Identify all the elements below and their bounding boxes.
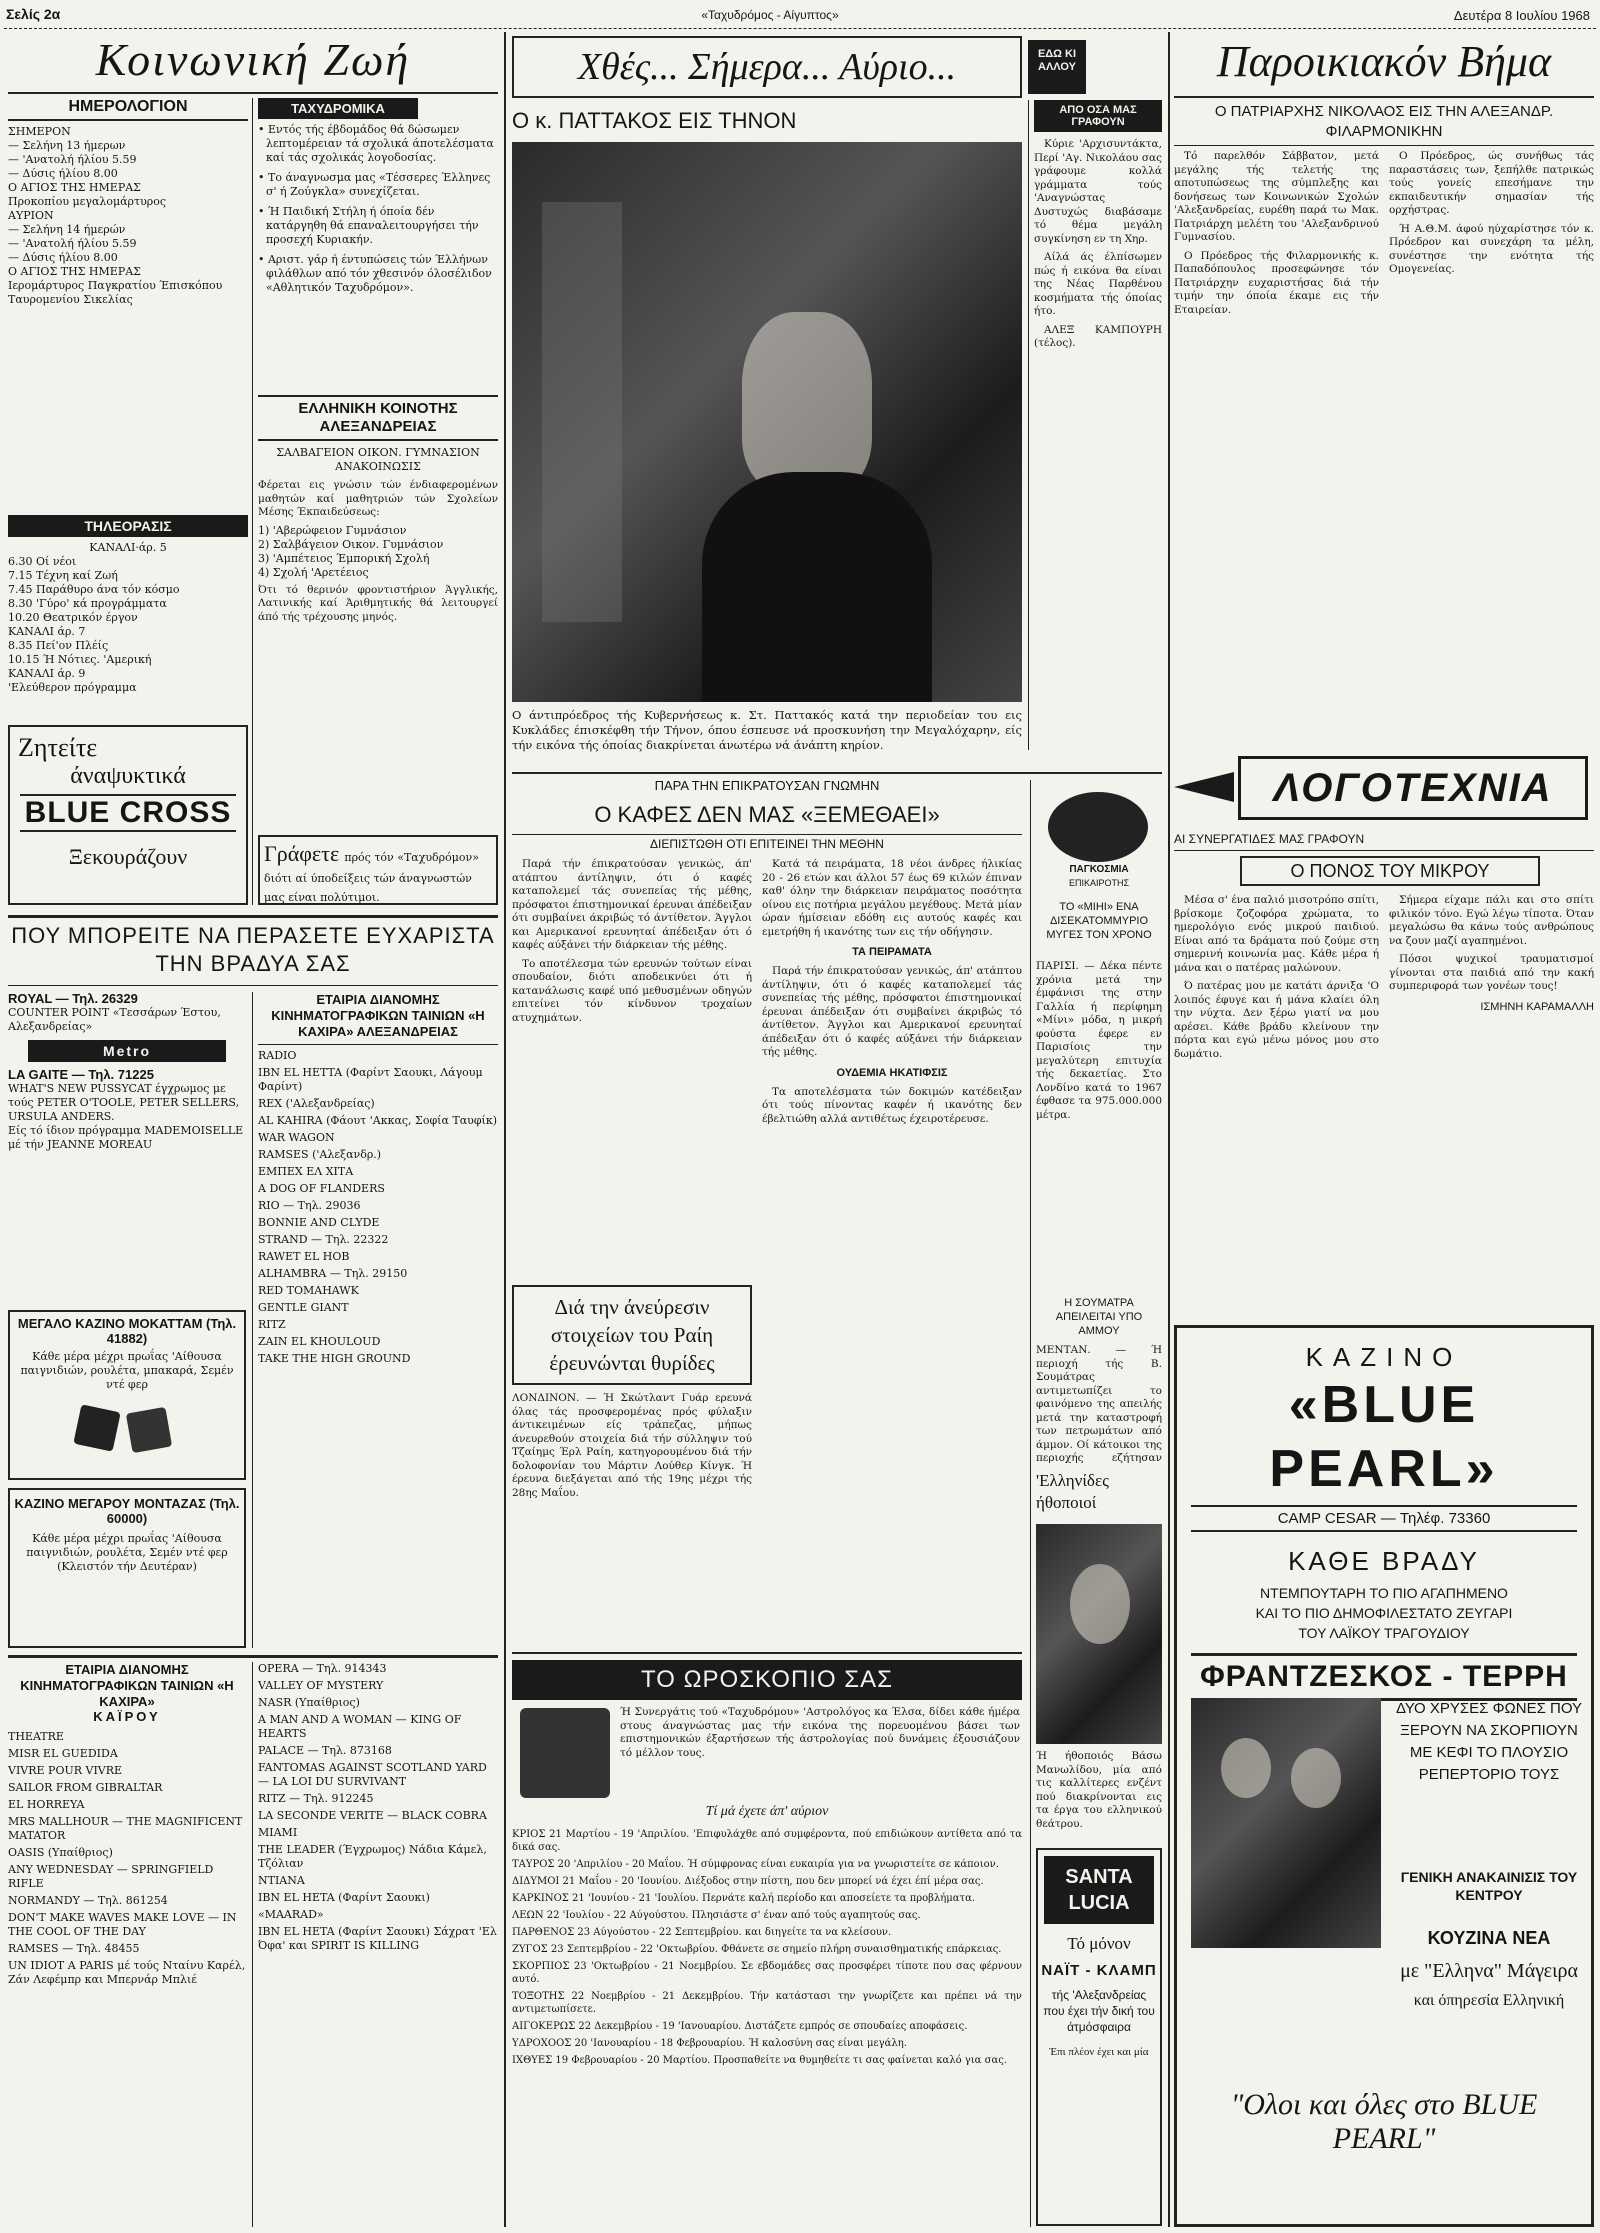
letters-text — [1034, 138, 1162, 351]
listing-item: IBN EL HETA (Φαρίντ Σαουκι) Σάχρατ 'Ελ Όφα' και SPIRIT IS KILLING — [258, 1925, 497, 1952]
world-logo — [1036, 786, 1162, 896]
santa-line3: τής 'Αλεξανδρείας που έχει τήν δική του άτμόσφαιρα — [1043, 1988, 1155, 2034]
divider — [252, 98, 253, 905]
listing-item: COUNTER POINT «Τεσσάρων Έστου, Αλεξανδρείας» — [8, 1006, 221, 1033]
tv-item: 7.45 Παράθυρο άνα τόν κόσμο — [8, 583, 180, 596]
santa-line1: Τό μόνον — [1067, 1934, 1131, 1953]
literature-p1: Μέσα σ' ένα παλιό μισοτρόπο σπίτι, βρίσκομε ζοζοφόρα χρώματα, το ημερολόγιο ενός μικρού παιδιού. Είναι από τα δράματα πού ζούμε στη σημερινή κοινωνία μας. Κάθε μέρα ή μάνα και ο πατέρας μαλώνουν. — [1174, 894, 1379, 974]
ad-brand: BLUE CROSS — [20, 794, 236, 832]
divider — [252, 992, 253, 1648]
literature-author: ΙΣΜΗΝΗ ΚΑΡΑΜΑΛΛΗ — [1480, 1000, 1594, 1013]
patriarch-col1 — [1174, 150, 1379, 740]
listing-item: STRAND — Τηλ. 22322 — [258, 1233, 389, 1246]
astrologer-photo — [520, 1708, 610, 1798]
listing-item: RITZ — [258, 1318, 286, 1331]
post-heading: ΤΑΧΥΔΡΟΜΙΚΑ — [258, 98, 418, 119]
cairo-left — [8, 1662, 246, 2227]
listing-item: UN IDIOT A PARIS μέ τούς Νταίνυ Καρέλ, Ζάν Λεφέμπρ και Μπερνάρ Μπλιέ — [8, 1959, 246, 1986]
cafe-p1: Παρά τήν έπικρατούσαν γενικώς, άπ' ατάπτου άντίληψιν, ότι ό καφές καταπολεμεί τάς συνεπείας τής μέθης, πρόσφατοι έπιστημονικαί έρευναι άπέδειξαν ότι συμβαίνει άκριβώς τό άντίθετον. Άγγλοι και Αμερικανοί ερευνηταί άπέδειξαν ότι ό καφές αύξάνει τήν διάρκειαν τής μέθης. — [512, 858, 752, 951]
community-title: ΕΛΛΗΝΙΚΗ ΚΟΙΝΟΤΗΣ ΑΛΕΞΑΝΔΡΕΙΑΣ — [258, 395, 498, 441]
listing-item: WAR WAGON — [258, 1131, 335, 1144]
listing-item: WHAT'S NEW PUSSYCAT έγχρωμος με τούς PETER O'TOOLE, PETER SELLERS, URSULA ANDERS. — [8, 1082, 240, 1123]
ad-cool: Ξεκουράζουν — [68, 844, 188, 869]
listing-item: MRS MALLHOUR — THE MAGNIFICENT MATATOR — [8, 1815, 243, 1842]
cairo-right — [258, 1662, 498, 2227]
listing-item: OASIS (Υπαίθριος) — [8, 1846, 113, 1859]
listing-item: NASR (Υπαίθριος) — [258, 1696, 360, 1709]
issue-date: Δευτέρα 8 Ιουλίου 1968 — [1453, 8, 1590, 23]
calendar-list — [8, 125, 248, 307]
blue-pearl-name: «BLUE PEARL» — [1269, 1376, 1499, 1498]
raft-text: ΛΟΝΔΙΝΟΝ. — Ή Σκώτλαντ Γυάρ ερευνά όλας τάς προσφερομένας πρός φύλαξιν άντικειμένων είς τράπεζας, μήπως άνευρεθούν στοιχεία διά τήν σύλληψιν τού Τζαίημς Έρλ Ραίη, κατηγορουμένου διά τήν δολοφονίαν του Μάρτιν Λούθερ Κίνγκ. Ή έρευνα διεξάγεται από τής 19ης μέχρι τής 28ης Μαΐου. — [512, 1392, 752, 1499]
blue-pearl-duo: ΦΡΑΝΤΖΕΣΚΟΣ - ΤΕΡΡΗ — [1191, 1653, 1577, 1701]
letter-paragraph: Κύριε 'Αρχισυντάκτα, Περί 'Αγ. Νικολάου σας γράφουμε κολλά γράμματα τούς 'Αναγνώστας Δυστυχώς διαβάσαμε τό θέμα μεγάλη συγκίνηση εν τη Χηρ. — [1034, 138, 1162, 245]
cafe-col2 — [762, 858, 1022, 1638]
listing-item: MISR EL GUEDIDA — [8, 1747, 118, 1760]
tv-item: 10.20 Θεατρικόν έργον — [8, 611, 138, 624]
section-title-social: Κοινωνική Ζωή — [95, 34, 411, 85]
tv-block — [8, 515, 248, 715]
arrow-icon — [1174, 772, 1234, 802]
listing-item: TAKE THE HIGH GROUND — [258, 1352, 411, 1365]
santa-name: SANTA LUCIA — [1044, 1856, 1154, 1924]
divider — [252, 1662, 253, 2227]
blue-pearl-pitch: ΔΥΟ ΧΡΥΣΕΣ ΦΩΝΕΣ ΠΟΥ ΞΕΡΟΥΝ ΝΑ ΣΚΟΡΠΙΟΥΝ ΜΕ ΚΕΦΙ ΤΟ ΠΛΟΥΣΙΟ ΡΕΠΕΡΤΟΡΙΟ ΤΟΥΣ — [1395, 1700, 1583, 1783]
ad-santa-lucia — [1036, 1848, 1162, 2226]
mideast-title: ΤΟ «ΜΙΗΙ» ΕΝΑ ΔΙΣΕΚΑΤΟΜΜΥΡΙΟ ΜΥΓΕΣ ΤΟΝ ΧΡΟΝΟ — [1046, 901, 1152, 941]
mideast-sub: Η ΣΟΥΜΑΤΡΑ ΑΠΕΙΛΕΙΤΑΙ ΥΠΟ ΑΜΜΟΥ — [1055, 1297, 1143, 1337]
raft-title: Διά την άνεύρεσιν στοιχείων του Ραίη έρευνώνται θυρίδες — [549, 1295, 715, 1375]
actress-photo — [1036, 1524, 1162, 1744]
listing-item: RAMSES — Τηλ. 48455 — [8, 1942, 140, 1955]
horoscope-sign: ΠΑΡΘΕΝΟΣ 23 Αύγούστου - 22 Σεπτεμβρίου. και διηγείτε τα να κλείσουν. — [512, 1927, 892, 1938]
listing-item: NTIANA — [258, 1874, 305, 1887]
calendar-item: — Σελήνη 13 ήμερων — [8, 139, 126, 152]
post-item: • Εντός τής έβδομάδος θά δώσωμεν λεπτομέρειαν τά σχολικά άποτελέσματα καί τάς σχολικάς λογοδοσίας. — [258, 123, 494, 164]
rule — [1174, 96, 1594, 98]
patriarch-p1: Τό παρελθόν Σάββατον, μετά μεγάλης τής τελετής της αποτυπώσεως της σύμπλεξης και δονήσεως των Κοινωνικών Σχολών 'Αλεξανδρείας, ευρέθη παρά τω Μακ. Πατριάρχη μελέτη του 'Αλεξανδρινού Γυμνασίου. — [1174, 150, 1379, 243]
calendar-block — [8, 98, 248, 508]
post-block — [258, 98, 498, 388]
rule — [8, 92, 498, 94]
literature-kicker: ΑΙ ΣΥΝΕΡΓΑΤΙΔΕΣ ΜΑΣ ΓΡΑΦΟΥΝ — [1174, 832, 1594, 851]
santa-line4: Έπι πλέον έχει και μία — [1049, 2046, 1149, 2058]
listing-item: «MAARAD» — [258, 1908, 324, 1921]
tv-item: 6.30 Οί νέοι — [8, 555, 77, 568]
literature-p4: Πόσοι ψυχικοί τραυματισμοί γίνονται στα παιδιά από την κακή συμπεριφορά των γονέων τους! — [1389, 953, 1594, 992]
blue-pearl-address: CAMP CESAR — Τηλέφ. 73360 — [1191, 1505, 1577, 1532]
rule — [8, 1655, 498, 1658]
listing-item: LA GAITE — Τηλ. 71225 — [8, 1067, 154, 1082]
horoscope-sub: Τί μά έχετε άπ' αύριον — [705, 1804, 829, 1819]
listing-item: RAMSES ('Αλεξανδρ.) — [258, 1148, 382, 1161]
write-box — [258, 835, 498, 905]
horoscope-sign: ΔΙΔΥΜΟΙ 21 Μαΐου - 20 'Ιουνίου. Διέξοδος στην πίστη, που δεν μπορεί νά έχει έπί μέρα σας. — [512, 1876, 984, 1887]
blue-pearl-line1: ΝΤΕΜΠΟΥΤΑΡΗ ΤΟ ΠΙΟ ΑΓΑΠΗΜΕΝΟ — [1260, 1585, 1508, 1601]
rule — [1174, 145, 1594, 146]
listing-item: BONNIE AND CLYDE — [258, 1216, 380, 1229]
cairo-left-list — [8, 1730, 246, 1987]
community-sub: ΣΑΛΒΑΓΕΙΟΝ ΟΙΚΟΝ. ΓΥΜΝΑΣΙΟΝ ΑΝΑΚΟΙΝΩΣΙΣ — [276, 446, 480, 473]
cafe-sub3: ΟΥΔΕΜΙΑ ΗΚΑΤΙΦΣΙΣ — [836, 1066, 948, 1079]
literature-title: ΛΟΓΟΤΕΧΝΙΑ — [1238, 756, 1588, 820]
horoscope-title: ΤΟ ΩΡΟΣΚΟΠΙΟ ΣΑΣ — [512, 1660, 1022, 1700]
cafe-p2: Το αποτέλεσμα τών ερευνών τούτων είναι σπουδαίον, διότι αποδεικνύει ότι ή κατανάλωσις καφέ υπό μεθυσμένων οδηγών επιτείνει τόν κίνδυνον τροχαίων ατυχημάτων. — [512, 957, 752, 1024]
patriarch-p3: Ο Πρόεδρος, ώς συνήθως τάς παραστάσεις των, ξεπήλθε πατρικώς τούς γονείς επεσήμανε την εκπαιδευτικήν σημασίαν τής ορχήστρας. — [1389, 150, 1594, 216]
divider — [1028, 100, 1029, 750]
blue-pearl-kitchen: ΚΟΥΖΙΝΑ ΝΕΑ — [1427, 1928, 1551, 1948]
cafe-subtitle: ΔΙΕΠΙΣΤΩΘΗ ΟΤΙ ΕΠΙΤΕΙΝΕΙ ΤΗΝ ΜΕΘΗΝ — [512, 834, 1022, 855]
listing-item: ANY WEDNESDAY — SPRINGFIELD RIFLE — [8, 1863, 214, 1890]
letters-title: ΑΠΟ ΟΣΑ ΜΑΣ ΓΡΑΦΟΥΝ — [1034, 100, 1162, 132]
community-text2: Ότι τό θερινόν φροντιστήριον Άγγλικής, Λατινικής καί Άριθμητικής θά λειτουργεί άπό τής τρέχουσης μηνός. — [258, 583, 498, 623]
horoscope-sign: ΛΕΩΝ 22 'Ιουλίου - 22 Αύγούστου. Πλησιάστε σ' έναν από τούς αγαπητούς σας. — [512, 1910, 921, 1921]
cafe-sub2: ΤΑ ΠΕΙΡΑΜΑΤΑ — [852, 946, 932, 958]
listing-item: RIO — Τηλ. 29036 — [258, 1199, 361, 1212]
horoscope-sign: ΥΔΡΟΧΟΟΣ 20 'Ιανουαρίου - 18 Φεβρουαρίου. Ή καλοσύνη σας είναι μεγάλη. — [512, 2038, 907, 2049]
literature-banner — [1174, 750, 1594, 830]
kazino-mok-text: Κάθε μέρα μέχρι πρωΐας 'Αίθουσα παιγνιδιών, ρουλέτα, μπακαρά, Σεμέν ντέ φερ — [20, 1350, 234, 1391]
listing-item: ROYAL — Τηλ. 26329 — [8, 992, 138, 1006]
pattakos-caption: Ο άντιπρόεδρος τής Κυβερνήσεως κ. Στ. Παττακός κατά την περιοδείαν του εις Κυκλάδες έπισκέφθη τήν Τήνον, όπου έσπευσε νά προσκυνήση την Μεγαλόχαρην, είς τήν εικόνα τής όποίας διακρίνεται άνωτέρω νά άνάπτη κηρίον. — [512, 708, 1022, 752]
calendar-item: — Σελήνη 14 ήμερών — [8, 223, 126, 236]
pattakos-photo — [512, 142, 1022, 702]
evening-right — [258, 992, 498, 1648]
literature-p3: Σήμερα είχαμε πάλι και στο σπίτι φιλικόν τόνο. Εγώ λέγω τίποτα. Όταν μεγαλώσω θα κάνω τούς ανθρώπους να ζουν μαζί αγαπημένοι. — [1389, 894, 1594, 947]
cafe-p3: Κατά τά πειράματα, 18 νέοι άνδρες ήλικίας 20 - 26 ετών και άλλοι 57 έως 69 κιλών έπιναν καθ' όλην την διάρκειαν πειράματος ποσότητα οίνου εις ποτήρια μεγάλου μεγέθους. Μετά μίαν ώραν ήμίσειαν εδόθη εις αυτούς καφές και εμετρήθη ή ικανότης των εις τήν οδήγησιν. — [762, 858, 1022, 938]
rule — [512, 772, 1162, 774]
listing-item: MIAMI — [258, 1826, 298, 1839]
horoscope-sign: ΑΙΓΟΚΕΡΩΣ 22 Δεκεμβρίου - 19 'Ιανουαρίου. Διστάζετε εμπρός σε σπουδαίες αποφάσεις. — [512, 2021, 968, 2032]
ad-kazino-mokattam — [8, 1310, 246, 1480]
calendar-item: Προκοπίου μεγαλομάρτυρος — [8, 195, 167, 208]
community-block — [258, 395, 498, 825]
calendar-item: — Δύσις ήλίου 8.00 — [8, 251, 118, 264]
listing-item: AL KAHIRA (Φάουτ 'Ακκας, Σοφία Ταυφίκ) — [258, 1114, 498, 1127]
listing-item: IBN EL HETA (Φαρίντ Σαουκι) — [258, 1891, 430, 1904]
horoscope-sign: ΚΑΡΚΙΝΟΣ 21 'Ιουνίου - 21 'Ιουλίου. Περνάτε καλή περίοδο και αποσείετε τα προβλήματα. — [512, 1893, 976, 1904]
today-banner-text: Χθές... Σήμερα... Αύριο... — [577, 46, 957, 88]
mideast-text: ΠΑΡΙΣΙ. — Δέκα πέντε χρόνια μετά την έμφάνισι της στην Γαλλία ή περίφημη «Μίνι» μόδα, η μικρή φούστα έφερε εν Παρισίοις την μεγαλύτερη επιτυχία τής δεκαετίας. Στο Λονδίνο κατά το 1967 έφθασε τα 975.000.000 μέτρα. — [1036, 960, 1162, 1121]
calendar-item: Ο ΑΓΙΟΣ ΤΗΣ ΗΜΕΡΑΣ — [8, 265, 141, 278]
listing-item: REX ('Αλεξανδρείας) — [258, 1097, 375, 1110]
listing-item: A DOG OF FLANDERS — [258, 1182, 385, 1195]
post-item: • Το άναγνωσμα μας «Τέσσερες Έλληνες σ' ή Ζούγκλα» συνεχίζεται. — [258, 171, 491, 198]
horoscope-sign: ΙΧΘΥΕΣ 19 Φεβρουαρίου - 20 Μαρτίου. Προσπαθείτε να θυμηθείτε τι σας φαίνεται καλό για σας. — [512, 2055, 1007, 2066]
listing-item: LA SECONDE VERITE — BLACK COBRA — [258, 1809, 487, 1822]
horoscope-intro: Ή Συνεργάτις τού «Ταχυδρόμου» 'Αστρολόγος κα Έλσα, δίδει κάθε ήμέρα στους άναγνώστας μας τήν εικόνα της πορευομένου βάσει των επιστημονικών έξαρτήσεων τής άστρολογίας πού δυνάμεις έξουσιάζουν τό μέλλον τους. — [620, 1706, 1020, 1759]
community-item: 1) 'Αβερώφειον Γυμνάσιον — [258, 523, 407, 537]
column-divider — [1168, 32, 1170, 2227]
listing-item: A MAN AND A WOMAN — KING OF HEARTS — [258, 1713, 462, 1740]
community-text: Φέρεται εις γνώσιν τών ένδιαφερομένων μαθητών καί μαθητριών τών Σχολείων Μέσης Έκπαιδεύσεως: — [258, 479, 498, 518]
cafe-p4: Τα αποτελέσματα τών δοκιμών κατέδειξαν ότι τούς πίνοντας καφέν ή ικανότης δεν έβελτιώθη αλλά αντιθέτως έχειροτέρευσε. — [762, 1085, 1022, 1125]
listing-item: RED TOMAHAWK — [258, 1284, 359, 1297]
tv-item: 8.35 Πεί'ον Πλέίς — [8, 639, 109, 652]
listing-item: RAWET EL HOB — [258, 1250, 350, 1263]
write-box-title: Γράφετε — [264, 841, 340, 866]
listing-item: VIVRE POUR VIVRE — [8, 1764, 123, 1777]
blue-pearl-reopen: ΓΕΝΙΚΗ ΑΝΑΚΑΙΝΙΣΙΣ ΤΟΥ ΚΕΝΤΡΟΥ — [1400, 1869, 1578, 1903]
horoscope-sign: ΚΡΙΟΣ 21 Μαρτίου - 19 'Απριλίου. 'Επιφυλάχθε από συμφέροντα, πού επιδιώκουν αντίθετα από τα δικά σας. — [512, 1829, 1022, 1853]
post-item: • Ή Παιδική Στήλη ή όποία δέν κατάργηθη θά επαναλειτουργήσει τήν προσεχή Κυριακήν. — [258, 205, 479, 246]
evening-title: ΠΟΥ ΜΠΟΡΕΙΤΕ ΝΑ ΠΕΡΑΣΕΤΕ ΕΥΧΑΡΙΣΤΑ ΤΗΝ ΒΡΑΔΥΑ ΣΑΣ — [11, 923, 495, 976]
cairo-city: ΚΑΪΡΟΥ — [93, 1709, 161, 1724]
tv-item: ΚΑΝΑΛΙ άρ. 9 — [8, 667, 86, 680]
blue-pearl-line3: ΤΟΥ ΛΑΪΚΟΥ ΤΡΑΓΟΥΔΙΟΥ — [1298, 1625, 1470, 1641]
calendar-item: — Δύσις ήλίου 8.00 — [8, 167, 118, 180]
listing-item: OPERA — Τηλ. 914343 — [258, 1662, 387, 1675]
kazino-mon-text: Κάθε μέρα μέχρι πρωΐας 'Αίθουσα παιγνιδιών, ρουλέτα, Σεμέν ντέ φερ (Κλειστόν τήν Δευτέραν) — [26, 1532, 228, 1573]
metro-logo: Metro — [28, 1040, 226, 1062]
calendar-item: — 'Ανατολή ήλίου 5.59 — [8, 153, 137, 166]
community-list — [258, 524, 498, 580]
tv-item: 'Ελεύθερον πρόγραμμα — [8, 681, 137, 694]
blue-pearl-service: και όπηρεσία Ελληνική — [1413, 1992, 1565, 2009]
patriarch-p4: Ή Α.Θ.Μ. άφού ηύχαρίστησε τόν κ. Πρόεδρον και συνεχάρη τα μέλη, συνέστησε την ενότητα τής Ομογενείας. — [1389, 222, 1594, 275]
cafe-col1 — [512, 858, 752, 1278]
santa-line2: ΝΑΪΤ - ΚΛΑΜΠ — [1041, 1962, 1157, 1979]
community-item: 2) Σαλβάγειον Οικον. Γυμνάσιον — [258, 537, 444, 551]
dice-icon — [67, 1400, 187, 1460]
cafe-title: Ο ΚΑΦΕΣ ΔΕΝ ΜΑΣ «ΞΕΜΕΘΑΕΙ» — [594, 802, 940, 827]
listing-item: ALHAMBRA — Τηλ. 29150 — [258, 1267, 408, 1280]
literature-subtitle: Ο ΠΟΝΟΣ ΤΟΥ ΜΙΚΡΟΥ — [1240, 856, 1540, 886]
calendar-item: — 'Ανατολή ήλίου 5.59 — [8, 237, 137, 250]
ad-blue-cross — [8, 725, 248, 905]
kahira-title: ΕΤΑΙΡΙΑ ΔΙΑΝΟΜΗΣ ΚΙΝΗΜΑΤΟΓΡΑΦΙΚΩΝ ΤΑΙΝΙΩΝ «Η ΚΑΧΙΡΑ» ΑΛΕΞΑΝΔΡΕΙΑΣ — [258, 992, 498, 1045]
ad-kazino-montaza — [8, 1488, 246, 1648]
ad-wanted: Ζητείτε — [18, 733, 98, 762]
kazino-mok-title: ΜΕΓΑΛΟ ΚΑΖΙΝΟ ΜΟΚΑΤΤΑΜ (Τηλ. 41882) — [17, 1316, 237, 1346]
section-title-community: Παροικιακόν Βήμα — [1216, 37, 1552, 86]
calendar-item: Ιερομάρτυρος Παγκρατίου Έπισκόπου Ταυρομενίου Σικελίας — [8, 279, 223, 306]
listing-item: GENTLE GIANT — [258, 1301, 349, 1314]
blue-pearl-every: ΚΑΘΕ ΒΡΑΔΥ — [1288, 1546, 1480, 1576]
blue-pearl-line2: ΚΑΙ ΤΟ ΠΙΟ ΔΗΜΟΦΙΛΕΣΤΑΤΟ ΖΕΥΓΑΡΙ — [1255, 1605, 1513, 1621]
ad-drinks: άναψυκτικά — [70, 763, 186, 789]
tv-item: 8.30 'Γύρο' κά προγράμματα — [8, 597, 167, 610]
calendar-item: ΣΗΜΕΡΟΝ — [8, 125, 71, 138]
calendar-heading: ΗΜΕΡΟΛΟΓΙΟΝ — [8, 98, 248, 121]
calendar-item: ΑΥΡΙΟΝ — [8, 209, 54, 222]
community-item: 3) 'Αμπέτειος Έμπορική Σχολή — [258, 551, 430, 565]
listing-item: RITZ — Τηλ. 912245 — [258, 1792, 374, 1805]
listing-item: DON'T MAKE WAVES MAKE LOVE — IN THE COOL OF THE DAY — [8, 1911, 237, 1938]
rule — [8, 915, 498, 918]
world-logo-line1: ΠΑΓΚΟΣΜΙΑ — [1069, 864, 1129, 875]
blue-pearl-kazino: ΚΑΖΙΝΟ — [1305, 1342, 1463, 1372]
paper-name: «Ταχυδρόμος - Αίγυπτος» — [701, 8, 839, 22]
listing-item: ΕΜΠΕΧ ΕΛ ΧΙΤΑ — [258, 1165, 354, 1178]
actresses-title: 'Ελληνίδες ήθοποιοί — [1036, 1471, 1109, 1512]
listing-item: RADIO — [258, 1049, 297, 1062]
literature-col2 — [1389, 894, 1594, 1314]
column-divider — [504, 32, 506, 2227]
duo-photo — [1191, 1698, 1381, 1948]
evening-left — [8, 992, 246, 1302]
cafe-p3b: Παρά τήν έπικρατούσαν γενικώς, άπ' ατάπτου άντίληψιν, ότι ό καφές καταπολεμεί τάς συνεπείας τής μέθης, πρόσφατοι έπιστημονικαί έρευναι άπέδειξαν ότι συμβαίνει άκριβώς τό άντίθετον. Άγγλοι και Αμερικανοί ερευνηταί άπέδειξαν ότι ό καφές αύξάνει τήν διάρκειαν τής μέθης. — [762, 965, 1022, 1058]
page-number: Σελίς 2α — [6, 6, 61, 22]
masthead-rule — [4, 28, 1596, 30]
listing-item: ZAIN EL KHOULOUD — [258, 1335, 381, 1348]
listing-item: FANTOMAS AGAINST SCOTLAND YARD — LA LOI DU SURVIVANT — [258, 1761, 487, 1788]
tv-channel: ΚΑΝΑΛΙ·άρ. 5 — [89, 541, 167, 554]
literature-p2: Ό πατέρας μου με κατάτι άρνιξα 'Ο λοιπός έφυγε και ή μάνα κλαίει όλη την νύχτα. Δεν ξέρω γιατί να μου αρέσει. Κάθε βράδυ κλείνουν την πόρτα και εγώ μένω μόνος μου στο δωμάτιο. — [1174, 980, 1379, 1060]
divider — [1030, 780, 1031, 2227]
ad-blue-pearl — [1174, 1325, 1594, 2227]
horoscope-sign: ΖΥΓΟΣ 23 Σεπτεμβρίου - 22 'Οκτωβρίου. Φθάνετε σε σημείο πλήρη συναισθηματικής επάρκειας. — [512, 1944, 1002, 1955]
pattakos-title: Ο κ. ΠΑΤΤΑΚΟΣ ΕΙΣ ΤΗΝΟΝ — [512, 108, 797, 133]
letter-paragraph: Αίλά άς έλπίσωμεν πώς ή εικόνα θα είναι της Νέας Παρθένου κοσμήματα τής όποίας ήτο. — [1034, 251, 1162, 317]
cairo-title: ΕΤΑΙΡΙΑ ΔΙΑΝΟΜΗΣ ΚΙΝΗΜΑΤΟΓΡΑΦΙΚΩΝ ΤΑΙΝΙΩΝ «Η ΚΑΧΙΡΑ» — [20, 1662, 234, 1709]
actress-caption: Ή ήθοποιός Βάσω Μανωλίδου, μία από τις καλλίτερες ενζέντ πού διακρίνονται εις τα έργα του ελληνικού θεάτρου. — [1036, 1750, 1162, 1830]
tv-list — [8, 555, 248, 695]
cairo-right-list — [258, 1662, 498, 1953]
listing-item: VALLEY OF MYSTERY — [258, 1679, 384, 1692]
listing-item: Είς τό ίδιον πρόγραμμα MADEMOISELLE μέ τήν JEANNE MOREAU — [8, 1124, 244, 1151]
post-list — [258, 123, 498, 295]
listing-item: IBN EL HETTA (Φαρίντ Σαουκι, Λάγουμ Φαρίντ) — [258, 1066, 483, 1093]
tv-item: ΚΑΝΑΛΙ άρ. 7 — [8, 625, 86, 638]
rule — [8, 985, 498, 986]
mideast-text2: ΜΕΝΤΑΝ. — Ή περιοχή τής Β. Σουμάτρας αντιμετωπίζει το φαινόμενο της απειλής μετά την καταστροφή των πετρωμάτων από άμμον. Οί κάτοικοι της περιοχής εζήτησαν — [1036, 1344, 1162, 1464]
cafe-kicker: ΠΑΡΑ ΤΗΝ ΕΠΙΚΡΑΤΟΥΣΑΝ ΓΝΩΜΗΝ — [654, 778, 880, 793]
listing-item: PALACE — Τηλ. 873168 — [258, 1744, 392, 1757]
evening-right-list — [258, 1049, 498, 1366]
listing-item: THE LEADER (Έγχρωμος) Νάδια Κάμελ, Τζόλιαν — [258, 1843, 487, 1870]
letter-paragraph: ΑΛΕΞ ΚΑΜΠΟΥΡΗ (τέλος). — [1034, 323, 1162, 349]
write-box-text: πρός τόν «Ταχυδρόμον» διότι αί ύποδείξεις τών άναγνωστών μας είναι πολύτιμοι. — [264, 851, 479, 904]
patriarch-p2: Ο Πρόεδρος τής Φιλαρμονικής κ. Παπαδόπουλος προσεφώνησε τόν Πατριάρχην ευχαριστήσας διά τήν τιμήν την όποία έκαμε εις τήν Εταιρείαν. — [1174, 249, 1379, 316]
horoscope-sign: ΤΑΥΡΟΣ 20 'Απριλίου - 20 Μαΐου. Ή σύμφρονας είναι ευκαιρία για να γνωριστείτε σε κάποιον. — [512, 1859, 999, 1870]
listing-item: EL HORREYA — [8, 1798, 85, 1811]
patriarch-title: Ο ΠΑΤΡΙΑΡΧΗΣ ΝΙΚΟΛΑΟΣ ΕΙΣ ΤΗΝ ΑΛΕΞΑΝΔΡ. ΦΙΛΑΡΜΟΝΙΚΗΝ — [1214, 103, 1554, 140]
world-logo-line2: ΕΠΙΚΑΙΡΟΤΗΣ — [1068, 878, 1130, 888]
today-banner — [512, 36, 1022, 98]
horoscope-sign: ΤΟΞΟΤΗΣ 22 Νοεμβρίου - 21 Δεκεμβρίου. Τήν κατάστασι την γνωρίζετε και πρέπει νά την αντιμετωπίσετε. — [512, 1991, 1022, 2015]
tv-item: 7.15 Τέχνη καί Ζωή — [8, 569, 118, 582]
today-badge: ΕΔΩ ΚΙ ΑΛΛΟΥ — [1028, 40, 1086, 94]
blue-pearl-slogan: "Ολοι και όλες στο BLUE PEARL" — [1230, 2088, 1538, 2155]
globe-icon — [1048, 792, 1148, 862]
literature-col1 — [1174, 894, 1379, 1314]
listing-item: THEATRE — [8, 1730, 64, 1743]
kazino-mon-title: ΚΑΖΙΝΟ ΜΕΓΑΡΟΥ ΜΟΝΤΑΖΑΣ (Τηλ. 60000) — [14, 1496, 240, 1526]
horoscope-list — [512, 1828, 1022, 2228]
letters-block — [1034, 100, 1162, 750]
community-item: 4) Σχολή 'Αρετέειος — [258, 565, 369, 579]
listing-item: SAILOR FROM GIBRALTAR — [8, 1781, 163, 1794]
listing-item: NORMANDY — Τηλ. 861254 — [8, 1894, 168, 1907]
horoscope-sign: ΣΚΟΡΠΙΟΣ 23 'Οκτωβρίου - 21 Νοεμβρίου. Σε εβδομάδες σας προσφέρει τίποτε που σας φέρνουν αυτό. — [512, 1961, 1022, 1985]
calendar-item: Ο ΑΓΙΟΣ ΤΗΣ ΗΜΕΡΑΣ — [8, 181, 141, 194]
post-item: • Αριστ. γάρ ή έντυπώσεις τών Έλλήνων φιλάθλων από τόν χθεσινόν όλοσέλιδον «Αθλητικόν Ταχυδρόμον». — [258, 253, 492, 294]
tv-heading: ΤΗΛΕΟΡΑΣΙΣ — [8, 515, 248, 537]
rule — [512, 1652, 1022, 1654]
tv-item: 10.15 Ή Νότιες. 'Αμερική — [8, 653, 152, 666]
raft-headline-box — [512, 1285, 752, 1385]
blue-pearl-cook: με "Ελληνα" Μάγειρα — [1400, 1960, 1578, 1982]
patriarch-col2 — [1389, 150, 1594, 740]
